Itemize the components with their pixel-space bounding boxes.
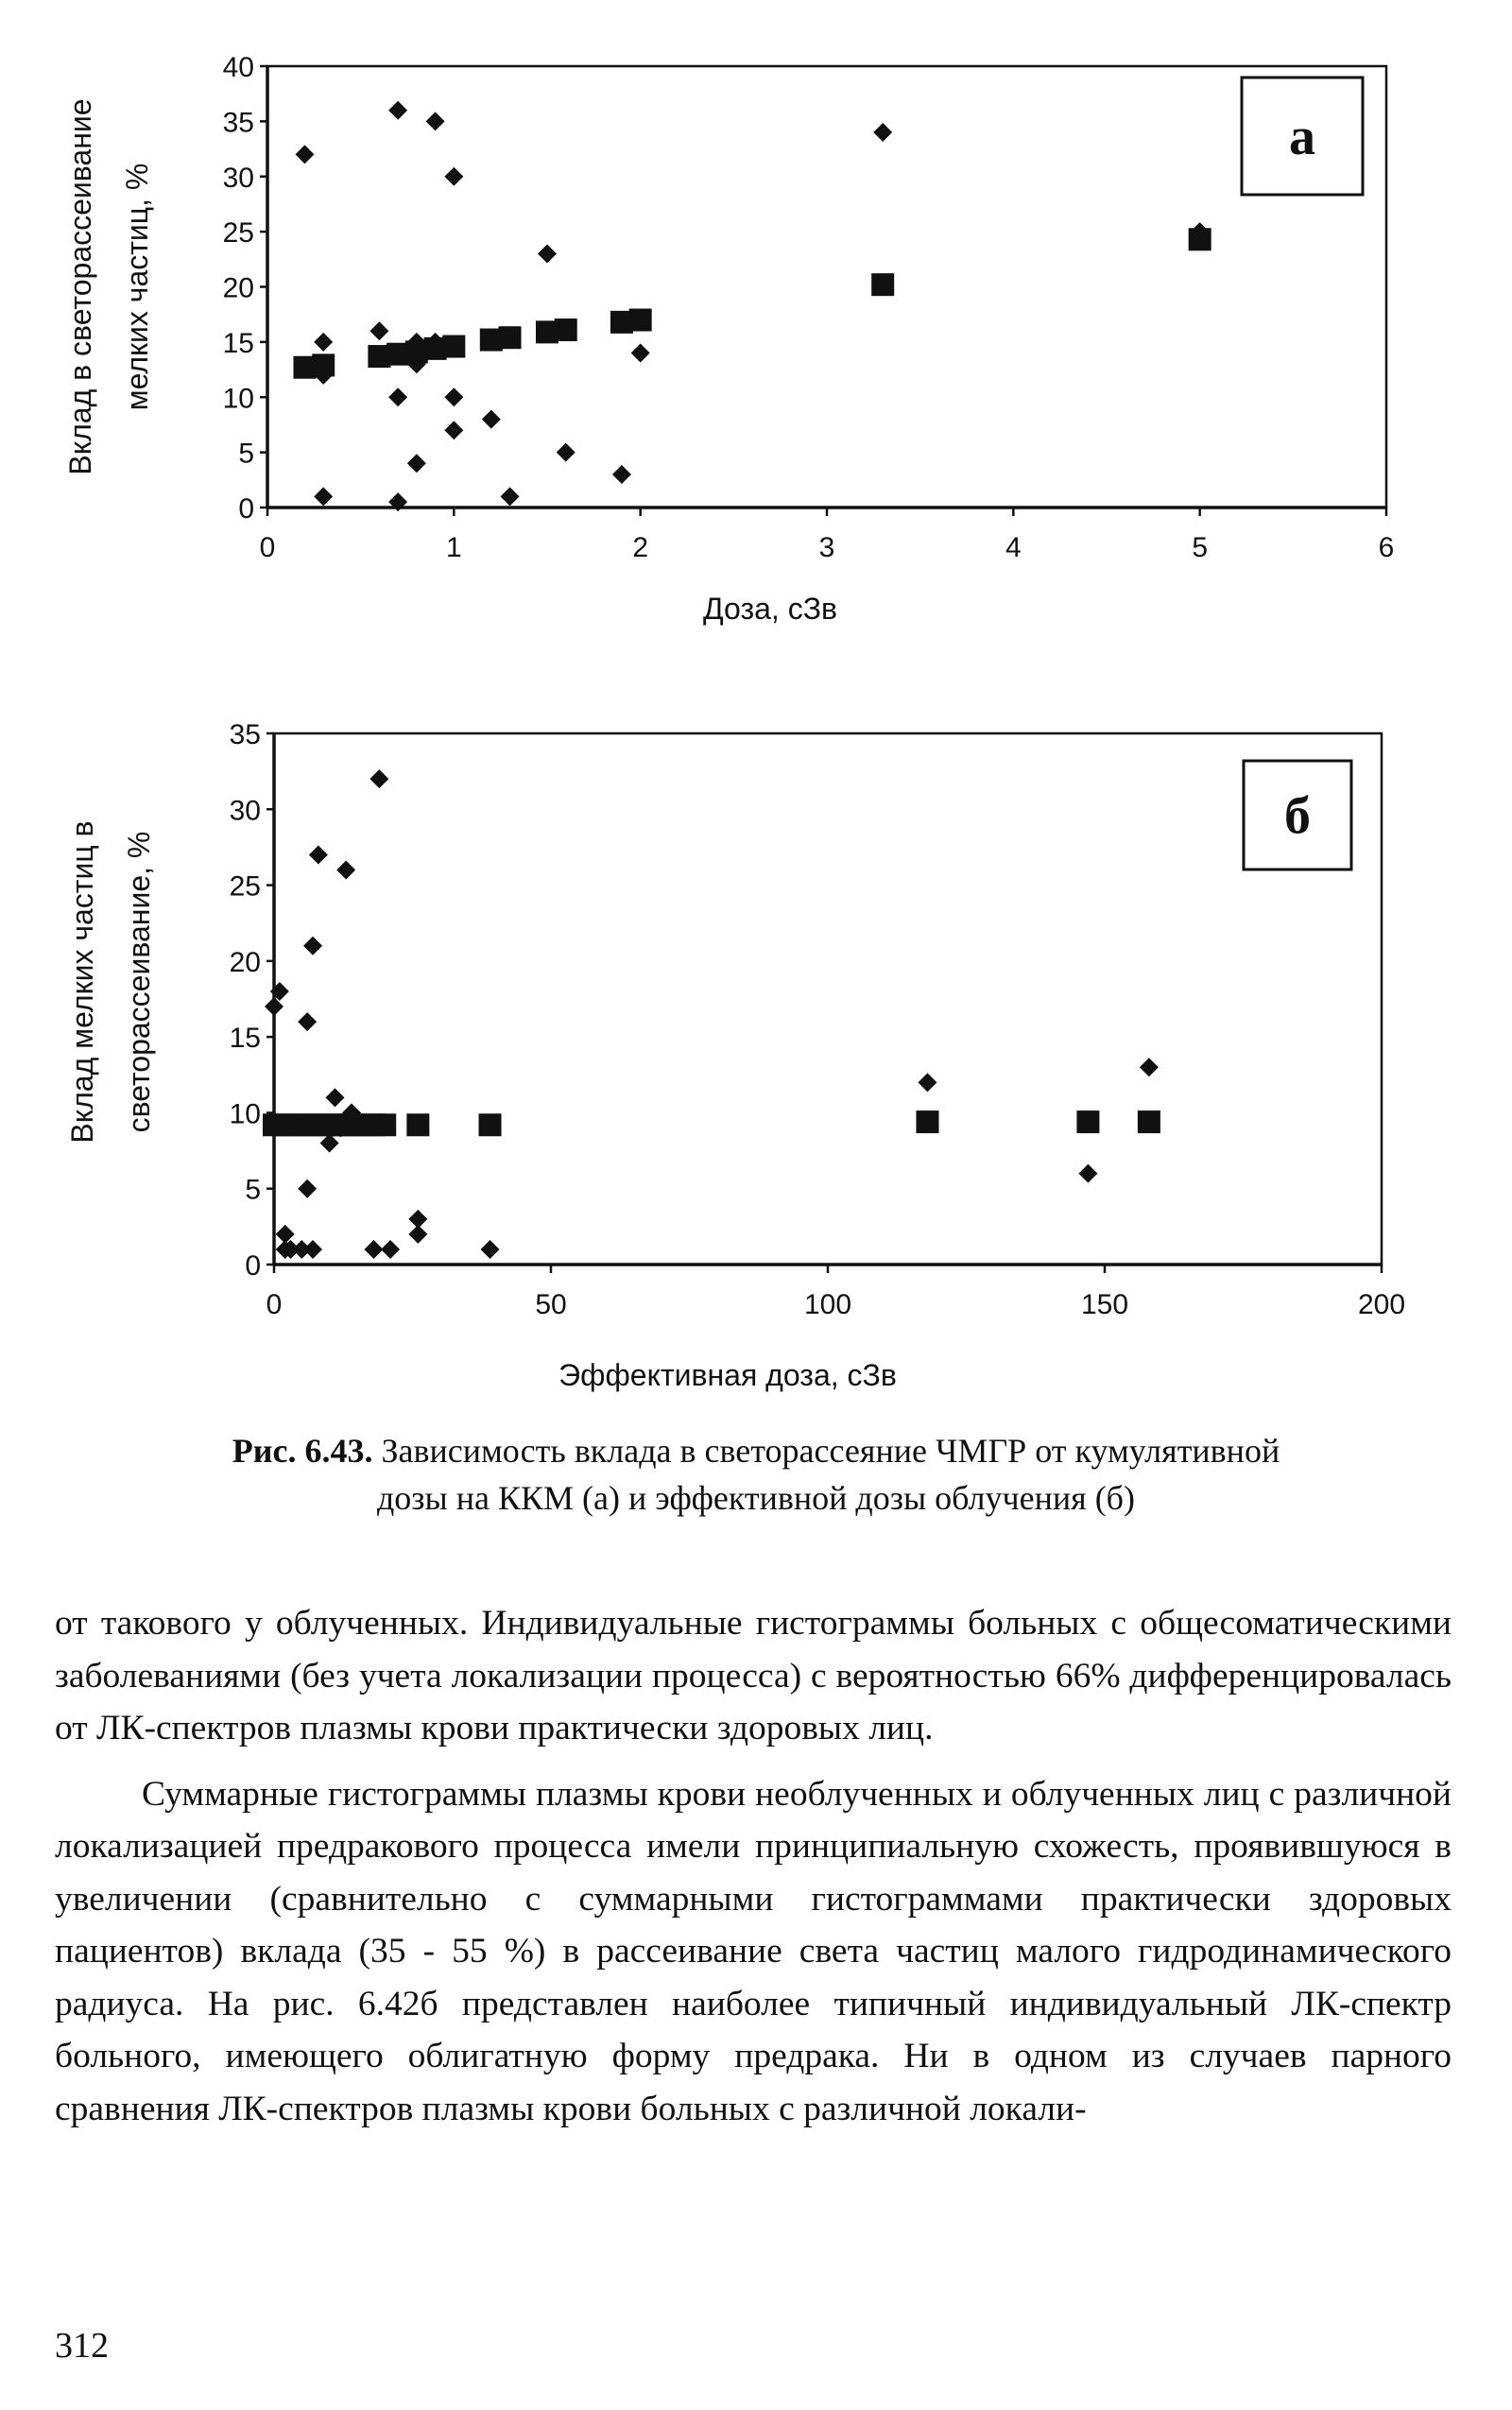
chart-b-point-individual [1140,1058,1159,1076]
chart-b-panel-label: б [1284,786,1311,846]
chart-a-plot-frame [267,66,1386,508]
chart-b-point-individual [1078,1164,1097,1183]
chart-a-y-tick-label: 40 [222,52,254,83]
chart-b-point-individual [303,1240,322,1259]
chart-a-y-axis-title-line: мелких частиц, % [120,163,154,411]
chart-a-point-trend [555,318,577,341]
chart-a-y-tick-label: 35 [222,107,254,139]
figure-caption [0,1427,1512,1522]
paragraph-2: Суммарные гистограммы плазмы крови необлученных и облученных лиц с различной локализацией предракового процесса имели принципиальную схожесть, проявившуюся в увеличении (сравнительно с суммарными гистограммами практически здоровых пациентов) вклада (35 - 55 %) в рассеивание света частиц малого гидродинамического радиуса. На рис. 6.42б представлен наиболее типичный индивидуальный ЛК-спектр больного, имеющего облигатную форму предрака. Ни в одном из случаев парного сравнения ЛК-спектров плазмы крови больных с различной локали- [55,1774,1452,2128]
chart-a-point-individual [295,145,314,164]
chart-a-y-tick-label: 0 [238,493,254,525]
chart-b-point-trend [1138,1110,1160,1133]
body-text [55,1597,1452,2135]
chart-b-x-tick-label: 150 [1080,1289,1129,1320]
chart-a-point-individual [314,487,333,506]
chart-a-point-individual [557,443,576,462]
caption-text-1: Зависимость вклада в светорассеяние ЧМГР от кумулятивной [372,1432,1280,1470]
chart-a-x-tick-label: 1 [445,532,462,563]
chart-a-point-trend [499,326,522,349]
chart-a-x-tick-label: 3 [818,532,835,563]
chart-a-y-tick-label: 5 [238,438,254,470]
chart-a-point-individual [538,244,557,263]
chart-b-svg [0,718,1512,1418]
chart-a-point-individual [873,123,892,142]
chart-b-y-tick-label: 20 [229,946,261,978]
chart-b-y-tick-label: 5 [245,1174,261,1206]
chart-b-point-individual [481,1240,500,1259]
chart-b-point-individual [309,845,328,864]
chart-b-point-individual [320,1134,339,1153]
chart-b-point-individual [303,937,322,955]
chart-a-point-trend [1189,228,1211,250]
chart-b-point-individual [381,1240,400,1259]
page-number: 312 [55,2326,109,2366]
chart-a-point-individual [369,321,388,340]
chart-a-y-tick-label: 10 [222,383,254,415]
chart-a-point-individual [444,387,463,406]
chart-a-y-tick-label: 15 [222,327,254,359]
chart-b-point-individual [265,997,284,1016]
chart-b-point-individual [364,1240,383,1259]
chart-a-point-trend [442,336,465,358]
chart-b-point-trend [406,1113,429,1136]
chart-a-y-tick-label: 25 [222,217,254,250]
chart-b-point-individual [918,1073,936,1092]
chart-b-y-axis-title-line: Вклад мелких частиц в [65,820,99,1144]
chart-a-x-axis-title: Доза, сЗв [702,592,838,626]
chart-a-point-individual [444,167,463,186]
chart-b-y-tick-label: 30 [229,795,261,827]
chart-a-panel-label: а [1289,108,1315,166]
chart-a-point-individual [314,333,333,352]
chart-b-plot-frame [274,733,1382,1265]
chart-b-y-tick-label: 0 [245,1250,261,1282]
caption-label: Рис. 6.43. [232,1432,373,1470]
caption-line-2: дозы на ККМ (а) и эффективной дозы облучения (б) [376,1479,1135,1517]
chart-b-y-tick-label: 35 [229,719,261,750]
chart-a-y-axis-title-line: Вклад в светорассеивание [63,98,97,475]
chart-b-y-tick-label: 10 [229,1098,261,1130]
chart-a-point-individual [612,465,631,484]
paragraph-1: от такового у облученных. Индивидуальные гистограммы больных с общесоматическими заболеваниями (без учета локализации процесса) с вероятностью 66% дифференцировалась от ЛК-спектров плазмы крови практически здоровых лиц. [55,1604,1452,1747]
chart-b-y-axis-title-line: светорассеивание, % [122,831,156,1133]
chart-b-x-axis-title: Эффективная доза, сЗв [558,1358,897,1392]
chart-a [0,38,1512,652]
chart-a-x-tick-label: 5 [1192,532,1209,563]
chart-b-y-tick-label: 15 [229,1023,261,1055]
caption-line-1 [0,1427,1512,1474]
chart-a-point-individual [501,487,520,506]
chart-a-y-tick-label: 30 [222,162,254,194]
chart-b-x-tick-label: 200 [1357,1289,1406,1320]
chart-a-x-tick-label: 4 [1005,532,1022,563]
chart-a-point-individual [482,410,501,429]
chart-b [0,718,1512,1418]
chart-a-x-tick-label: 0 [259,532,276,563]
chart-b-point-trend [373,1113,396,1136]
chart-b-point-individual [298,1012,317,1031]
chart-b-x-tick-label: 50 [535,1289,567,1320]
chart-b-point-individual [276,1225,295,1244]
chart-b-x-tick-label: 0 [266,1289,283,1320]
chart-a-point-individual [444,421,463,439]
chart-b-point-individual [325,1088,344,1107]
chart-a-point-individual [426,112,445,130]
chart-b-point-individual [298,1179,317,1198]
chart-a-point-individual [631,344,650,363]
chart-a-y-tick-label: 20 [222,272,254,304]
chart-b-point-individual [408,1225,427,1244]
chart-a-svg [0,38,1512,652]
chart-b-point-trend [1076,1110,1099,1133]
chart-b-point-individual [369,769,388,788]
chart-a-point-trend [629,309,652,332]
chart-a-x-tick-label: 6 [1378,532,1395,563]
chart-a-x-tick-label: 2 [632,532,649,563]
chart-b-point-individual [336,861,355,880]
chart-b-point-trend [916,1110,938,1133]
chart-a-point-trend [871,273,894,296]
chart-b-point-trend [479,1113,502,1136]
chart-a-point-trend [312,353,335,376]
chart-a-point-individual [388,387,407,406]
chart-a-point-individual [407,454,426,473]
chart-a-point-individual [388,101,407,120]
chart-b-x-tick-label: 100 [803,1289,852,1320]
chart-b-y-tick-label: 25 [229,870,261,903]
